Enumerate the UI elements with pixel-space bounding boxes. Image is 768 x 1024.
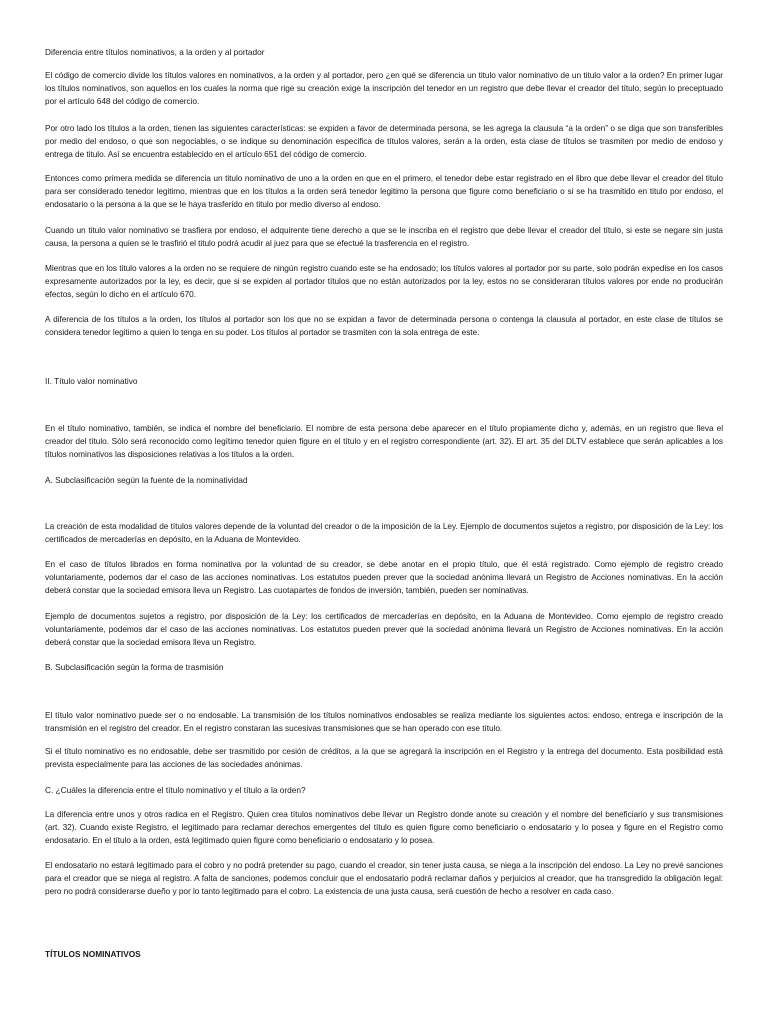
section-ii-paragraph: En el título nominativo, también, se indica el nombre del beneficiario. El nombre de esta persona debe aparecer en el título propiamente dicho y, además, en un registro que lleva el creador del título. Sólo será reconocido como legítimo tenedor quien figure en el título y en el registro correspondiente (art. 32). El art. 35 del DLTV establece que serán aplicables a los títulos nominativos las disposiciones relativas a los títulos a la orden. [45, 423, 723, 459]
section-b-paragraph-1: El título valor nominativo puede ser o no endosable. La transmisión de los títulos nominativos endosables se realiza mediante los siguientes actos: endoso, entrega e inscripción de la transmisión en el registro del creador. En el registro constaran las sucesivas transmisiones que se han operado con ese título. [45, 710, 723, 733]
section-c-heading: C. ¿Cuáles la diferencia entre el título nominativo y el título a la orden? [45, 785, 306, 795]
section-ii-heading: II. Título valor nominativo [45, 376, 138, 386]
section-a-paragraph-2: En el caso de títulos librados en forma nominativa por la voluntad de su creador, se debe anotar en el propio título, que él está registrado. Como ejemplo de registro creado voluntariamente, podemos dar el caso de las acciones nominativas. Los estatutos pueden prever que la sociedad anónima llevará un Registro de Acciones nominativas. En la acción deberá constar que la sociedad emisora lleva un Registro. Las cuotapartes de fondos de inversión, también, pueden ser nominativas. [45, 559, 723, 595]
intro-paragraph-4: Cuando un titulo valor nominativo se trasfiera por endoso, el adquirente tiene derecho a que se le inscriba en el registro que debe llevar el creador del título, si este se negare sin justa causa, la persona a quien se le trasfirió el titulo podrá acudir al juez para que se efectué la trasferencia en el registro. [45, 225, 723, 248]
intro-paragraph-6: A diferencia de los títulos a la orden, los títulos al portador son los que no se expidan a favor de determinada persona o contenga la clausula al portador, en este clase de títulos se considera tenedor legitimo a quien lo tenga en su poder. Los títulos al portador se trasmiten con la sola entrega de este. [45, 314, 723, 337]
final-heading: TÍTULOS NOMINATIVOS [45, 949, 141, 959]
intro-paragraph-1: El código de comercio divide los títulos valores en nominativos, a la orden y al portador, pero ¿en qué se diferencia un titulo valor nominativo de un titulo valor a la orden? En primer lugar los títulos nominativos, son aquellos en los cuales la norma que rige su creación exige la inscripción del tenedor en un registro que debe llevar el creador del título, según lo preceptuado por el artículo 648 del código de comercio. [45, 70, 723, 106]
intro-paragraph-5: Mientras que en los titulo valores a la orden no se requiere de ningún registro cuando este se ha endosado; los títulos valores al portador por su parte, solo podrán expedise en los casos expresamente autorizados por la ley, es decir, que si se expiden al portador títulos que no están autorizados por la ley, estos no se consideraran títulos valores por ende no producirán efectos, según lo dicho en el artículo 670. [45, 263, 723, 299]
document-title: Diferencia entre títulos nominativos, a la orden y al portador [45, 47, 265, 57]
section-a-paragraph-3: Ejemplo de documentos sujetos a registro, por disposición de la Ley: los certificados de mercaderías en depósito, en la Aduana de Montevideo. Como ejemplo de registro creado voluntariamente, podemos dar el caso de las acciones nominativas. Los estatutos pueden prever que la sociedad anónima llevará un Registro de Acciones nominativas. En la acción deberá constar que la sociedad emisora lleva un Registro. [45, 611, 723, 647]
intro-paragraph-2: Por otro lado los títulos a la orden, tienen las siguientes características: se expiden a favor de determinada persona, se les agrega la clausula “a la orden” o se diga que son transferibles por medio del endoso, o que son negociables, o se indique su denominación especifica de títulos valores, serán a la orden, esta clase de títulos se trasmiten por medio de endoso y entrega de titulo. Así se encuentra establecido en el artículo 651 del código de comercio. [45, 123, 723, 159]
section-a-heading: A. Subclasificación según la fuente de la nominatividad [45, 475, 248, 485]
section-b-paragraph-2: Si el título nominativo es no endosable, debe ser trasmitido por cesión de créditos, a la que se agregará la inscripción en el Registro y la entrega del documento. Esta posibilidad está prevista especialmente para las acciones de las sociedades anónimas. [45, 746, 723, 769]
intro-paragraph-3: Entonces como primera medida se diferencia un titulo nominativo de uno a la orden en que en el primero, el tenedor debe estar registrado en el libro que debe llevar el creador del titulo para ser considerado tenedor legitimo, mientras que en los títulos a la orden será tenedor legitimo la persona que figure como beneficiario o si se ha trasmitido en titulo por endoso, el endosatario o la persona a la que se le haya trasferido en titulo por medio diverso al endoso. [45, 173, 723, 209]
section-b-heading: B. Subclasificación según la forma de trasmisión [45, 662, 224, 672]
section-a-paragraph-1: La creación de esta modalidad de títulos valores depende de la voluntad del creador o de la imposición de la Ley. Ejemplo de documentos sujetos a registro, por disposición de la Ley: los certificados de mercaderías en depósito, en la Aduana de Montevideo. [45, 521, 723, 544]
section-c-paragraph-2: El endosatario no estará legitimado para el cobro y no podrá pretender su pago, cuando el creador, sin tener justa causa, se niega a la inscripción del endoso. La Ley no prevé sanciones para el creador que se niega al registro. A falta de sanciones, podemos concluir que el endosatario podrá reclamar daños y perjuicios al creador, que ha transgredido la obligación legal: pero no podrá considerarse dueño y por lo tanto legitimado para el cobro. La existencia de una justa causa, será cuestión de hecho a resolver en cada caso. [45, 860, 723, 896]
section-c-paragraph-1: La diferencia entre unos y otros radica en el Registro. Quien crea títulos nominativos debe llevar un Registro donde anote su creación y el nombre del beneficiario y sus transmisiones (art. 32). Cuando existe Registro, el legitimado para reclamar derechos emergentes del título es quien figure como beneficiario o endosatario y lo posea y figure en el Registro como endosatario. En el título a la orden, está legitimado quien figure como beneficiario o endosatario y lo posea. [45, 809, 723, 845]
